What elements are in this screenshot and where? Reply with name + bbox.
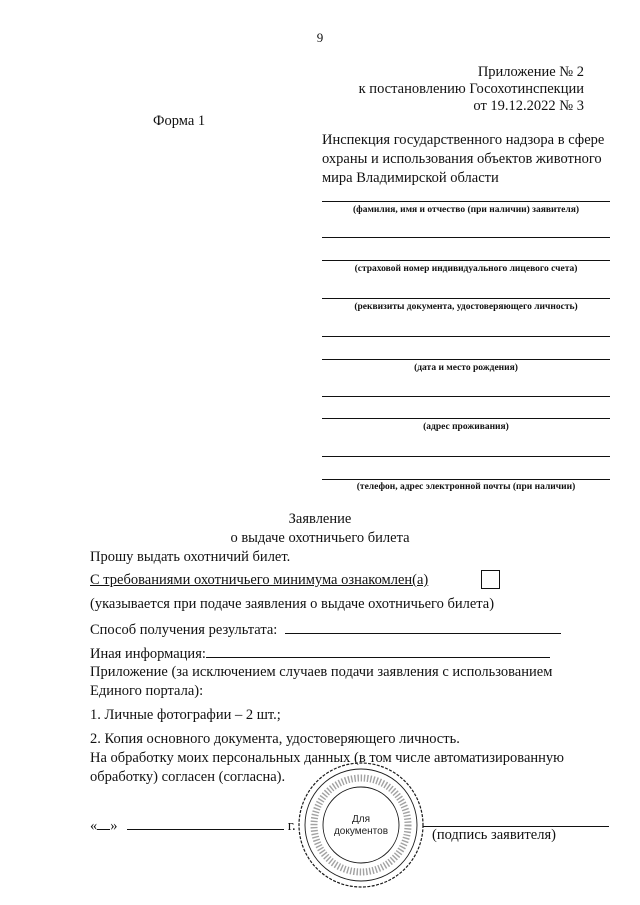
method-label: Способ получения результата: [90, 622, 278, 638]
form-label: Форма 1 [153, 113, 206, 129]
annex-header [359, 64, 584, 115]
annex-line: Приложение № 2 [477, 64, 584, 80]
addressee-line: охраны и использования объектов животного [322, 151, 602, 167]
quote-close: » [110, 818, 118, 834]
document-title [0, 510, 640, 548]
stamp-text-line: Для [351, 814, 371, 825]
day-input-line[interactable] [97, 816, 110, 830]
address-field-line[interactable] [322, 396, 610, 397]
appendix-item-2: 2. Копия основного документа, удостоверяющего личность. [90, 731, 460, 747]
year-suffix: г. [287, 818, 296, 834]
snils-field-line[interactable] [322, 260, 610, 261]
appendix-item-1: 1. Личные фотографии – 2 шт.; [90, 707, 281, 723]
fio-caption: (фамилия, имя и отчество (при наличии) заявителя) [352, 205, 580, 215]
fio-field-line[interactable] [322, 201, 610, 202]
annex-line: к постановлению Госохотинспекции [358, 81, 584, 97]
month-year-input-line[interactable] [127, 816, 284, 830]
other-info-label: Иная информация: [90, 646, 206, 662]
addressee-line: мира Владимирской области [322, 170, 499, 186]
annex-line: от 19.12.2022 № 3 [473, 98, 584, 114]
consent-line: обработку) согласен (согласна). [90, 769, 286, 785]
address-caption: (адрес проживания) [423, 422, 509, 432]
id-doc-caption: (реквизиты документа, удостоверяющего личность) [354, 302, 578, 312]
signature-date-row [90, 816, 296, 835]
other-info-input-line[interactable] [206, 644, 550, 658]
minimum-note: (указывается при подаче заявления о выдаче охотничьего билета) [90, 596, 495, 612]
appendix-line: Единого портала): [90, 683, 204, 699]
minimum-text: С требованиями охотничьего минимума ознакомлен(а) [90, 572, 429, 588]
official-stamp [296, 760, 426, 890]
other-info-row [90, 644, 550, 663]
method-input-line[interactable] [285, 620, 561, 634]
contacts-caption: (телефон, адрес электронной почты (при наличии) [356, 482, 576, 492]
contacts-field-line[interactable] [322, 456, 610, 457]
appendix-line: Приложение (за исключением случаев подачи заявления с использованием [90, 664, 553, 680]
title-line: о выдаче охотничьего билета [230, 530, 410, 546]
fio-field-line-2[interactable] [322, 237, 610, 238]
addressee-line: Инспекция государственного надзора в сфере [322, 132, 605, 148]
consent-line: На обработку моих персональных данных (в том числе автоматизированную [90, 750, 564, 766]
snils-caption: (страховой номер индивидуального лицевого счета) [354, 264, 578, 274]
birth-caption: (дата и место рождения) [414, 363, 518, 373]
signature-caption: (подпись заявителя) [432, 827, 556, 843]
minimum-checkbox[interactable] [481, 570, 500, 589]
method-row [90, 620, 561, 639]
address-field-line-2[interactable] [322, 418, 610, 419]
title-line: Заявление [288, 511, 352, 527]
stamp-text-line: документов [333, 826, 389, 837]
birth-field-line[interactable] [322, 359, 610, 360]
contacts-field-line-2[interactable] [322, 479, 610, 480]
appendix-text [90, 663, 552, 701]
quote-open: « [90, 818, 98, 834]
id-doc-field-line-2[interactable] [322, 336, 610, 337]
page-number: 9 [316, 30, 324, 45]
id-doc-field-line[interactable] [322, 298, 610, 299]
addressee-block [322, 131, 622, 188]
request-text: Прошу выдать охотничий билет. [90, 549, 291, 565]
